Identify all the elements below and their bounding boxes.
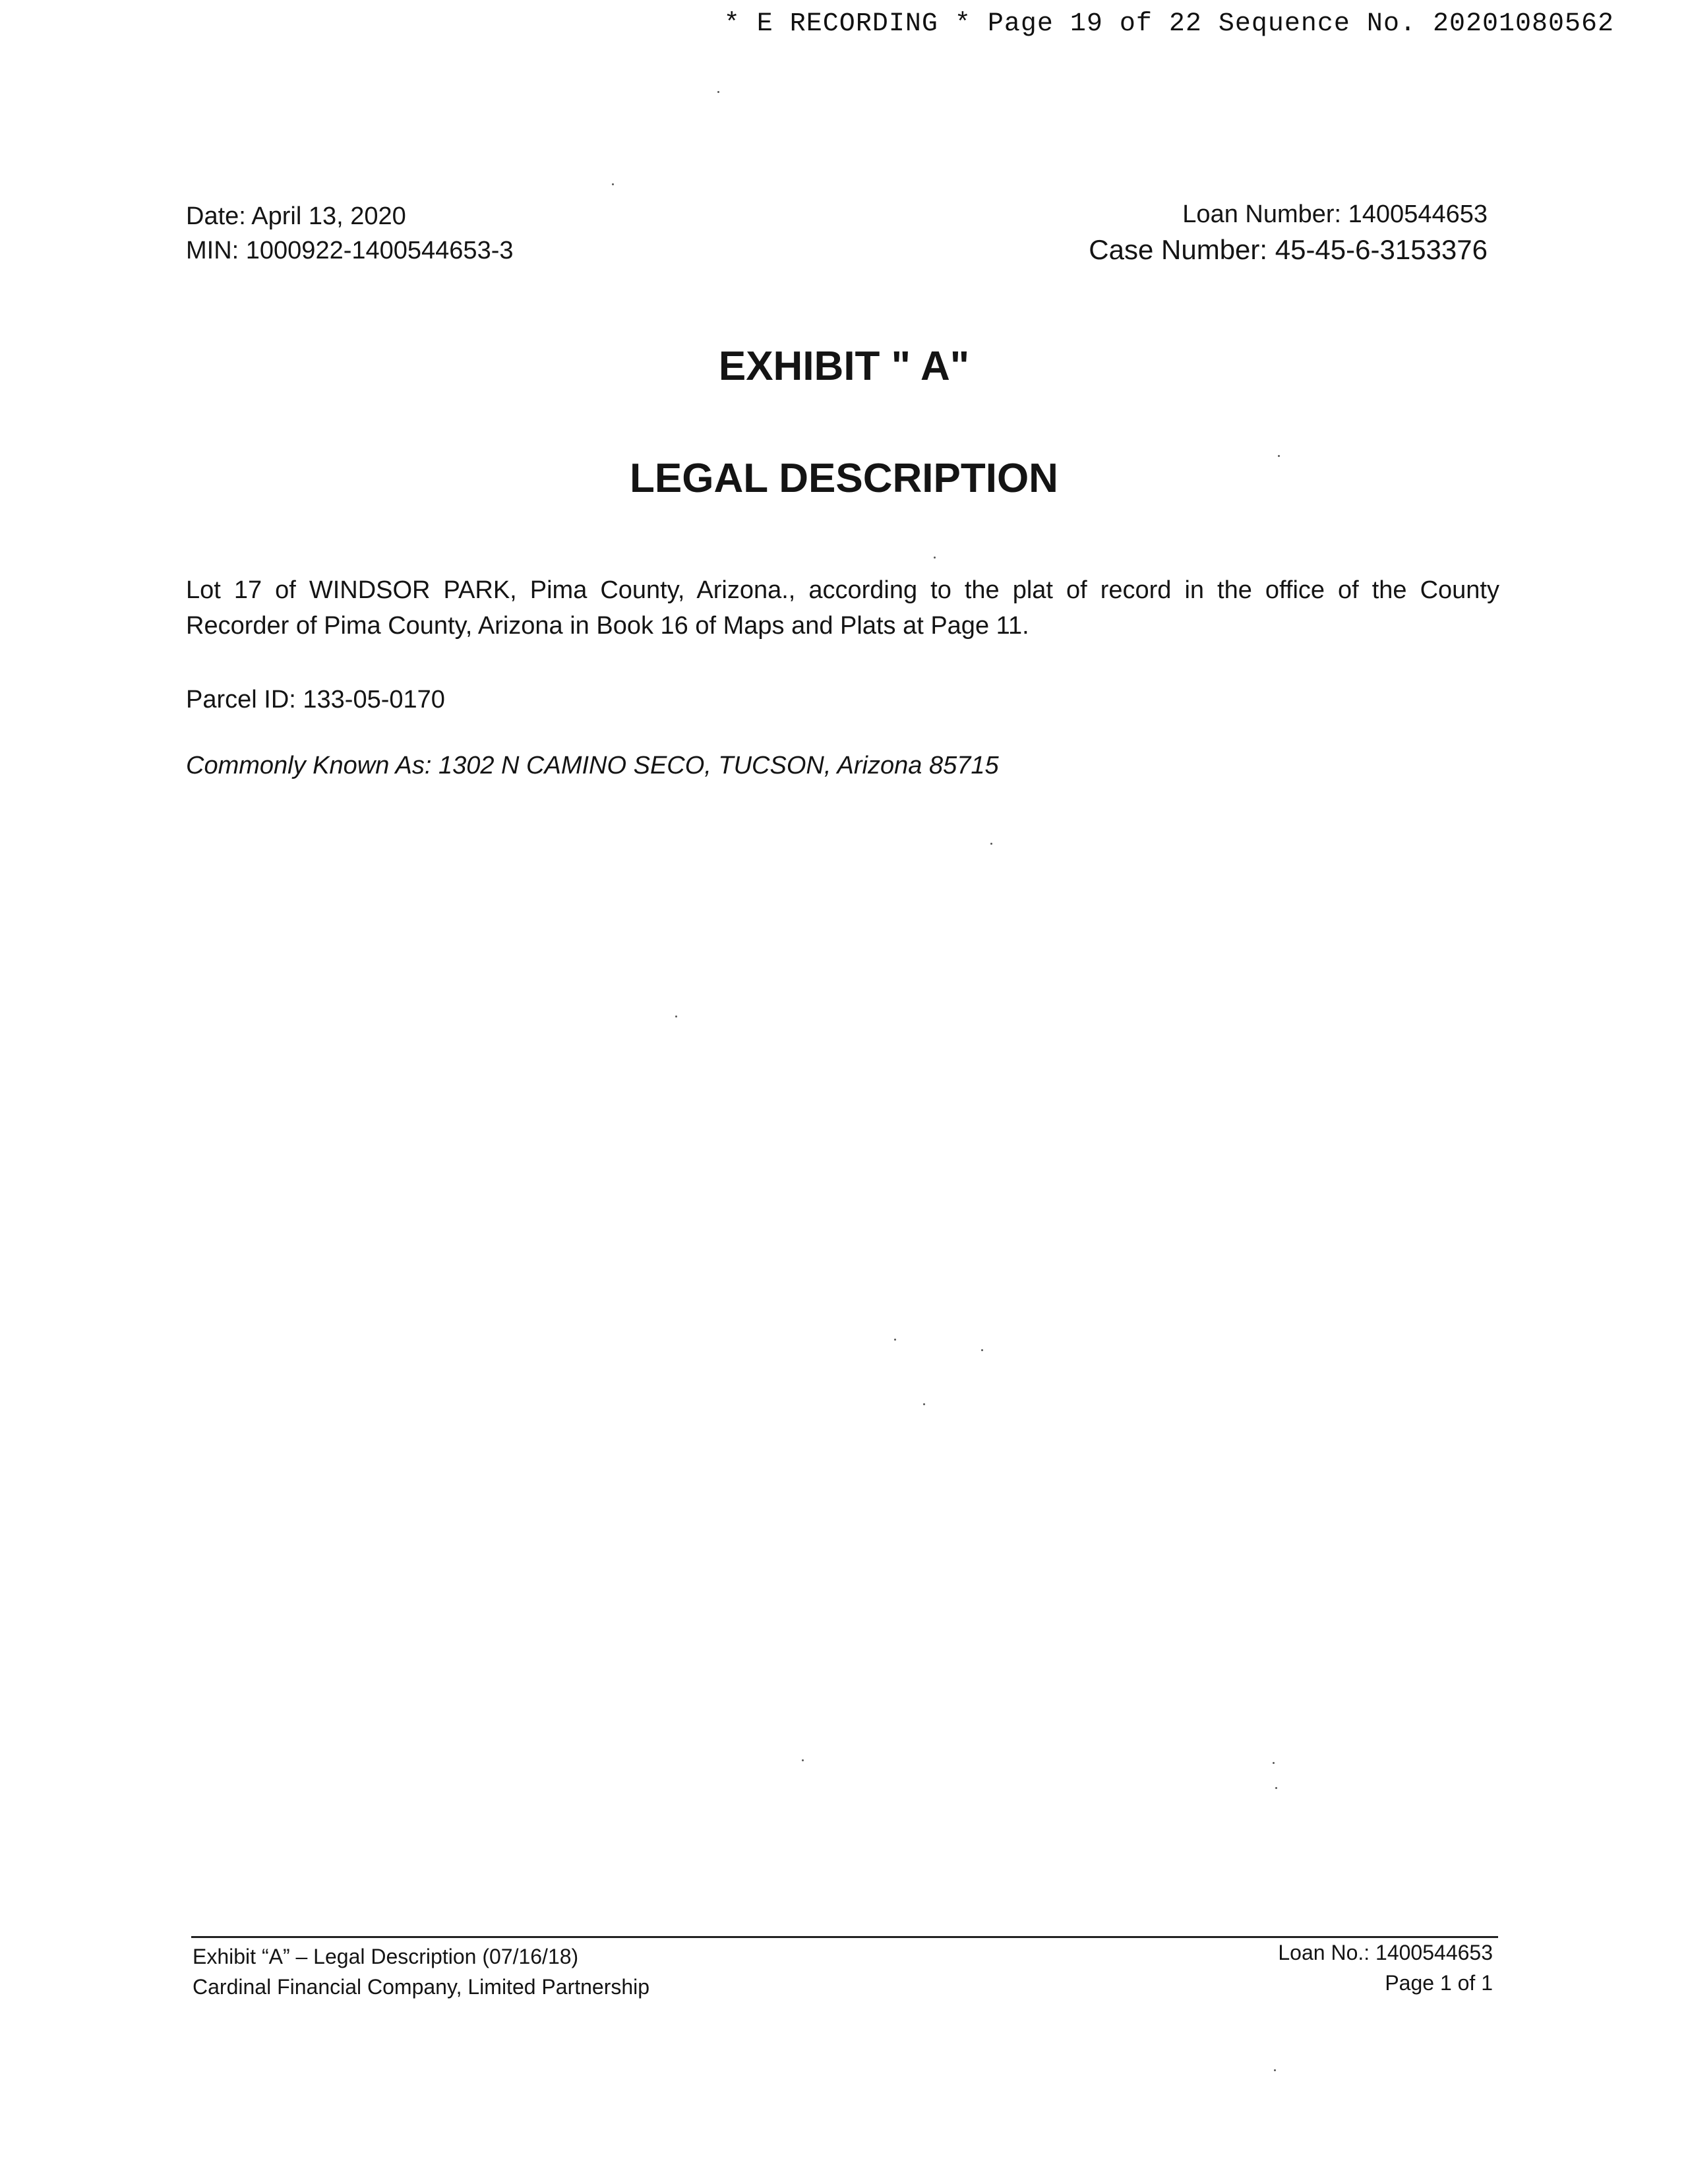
- min-number: MIN: 1000922-1400544653-3: [186, 237, 514, 264]
- loan-number: Loan Number: 1400544653: [1182, 200, 1488, 228]
- scan-speck: [1274, 2069, 1276, 2071]
- scan-speck: [894, 1339, 896, 1341]
- legal-description-paragraph: [186, 572, 1499, 644]
- parcel-id: Parcel ID: 133-05-0170: [186, 686, 445, 713]
- footer-loan-number: Loan No.: 1400544653: [1278, 1941, 1493, 1964]
- scan-speck: [934, 557, 936, 559]
- commonly-known-as: Commonly Known As: 1302 N CAMINO SECO, TUCSON, Arizona 85715: [186, 752, 999, 779]
- recording-stamp: * E RECORDING * Page 19 of 22 Sequence No. 20201080562: [723, 9, 1614, 39]
- case-number: Case Number: 45-45-6-3153376: [1089, 234, 1488, 265]
- header-left: [186, 199, 514, 268]
- scan-speck: [675, 1016, 677, 1017]
- exhibit-title: EXHIBIT " A": [718, 344, 970, 389]
- footer-right: [1278, 1937, 1493, 1998]
- header-right: [1089, 197, 1488, 268]
- footer-company: Cardinal Financial Company, Limited Partnership: [193, 1975, 650, 1999]
- scan-speck: [1278, 455, 1280, 457]
- legal-description-line-2: Recorder of Pima County, Arizona in Book 16 of Maps and Plats at Page 11.: [186, 612, 1029, 640]
- scan-speck: [717, 91, 719, 93]
- document-date: Date: April 13, 2020: [186, 202, 406, 230]
- scan-speck: [1273, 1762, 1275, 1764]
- scan-speck: [923, 1403, 925, 1405]
- scan-speck: [990, 843, 992, 845]
- legal-description-line-1: Lot 17 of WINDSOR PARK, Pima County, Arizona., according to the plat of record in the office of the County: [186, 576, 1499, 604]
- footer-form-title: Exhibit “A” – Legal Description (07/16/18): [193, 1945, 579, 1968]
- scan-speck: [802, 1759, 804, 1761]
- legal-description-title: LEGAL DESCRIPTION: [630, 456, 1058, 501]
- scan-speck: [981, 1349, 983, 1351]
- scan-speck: [612, 183, 614, 185]
- footer-page-number: Page 1 of 1: [1385, 1971, 1493, 1995]
- footer-left: [193, 1941, 649, 2002]
- scan-speck: [1275, 1787, 1277, 1789]
